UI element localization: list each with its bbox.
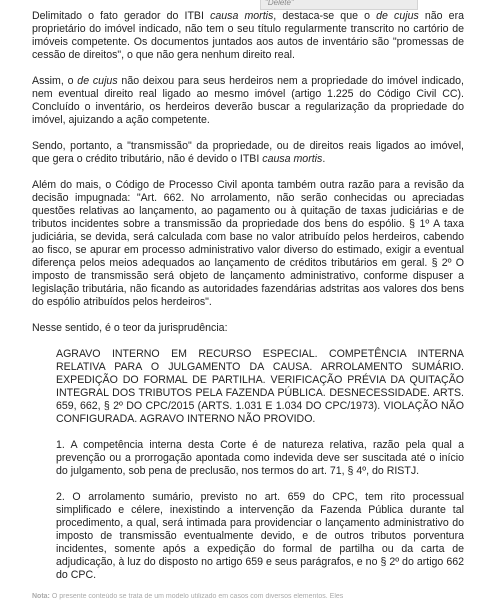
jurisprudence-item-2: 2. O arrolamento sumário, previsto no art. 659 do CPC, tem rito processual simplificado e célere, inexistindo a intervenção da Fazenda Pública durante tal procedimento, a qual, será intimada para providenciar o lançamento administrativo do imposto de transmissão eventualmente devido, e de outros tributos porventura incidentes, somente após a expedição do formal de partilha ou da carta de adjudicação, à luz do disposto no artigo 659 e seus parágrafos, e no § 2º do artigo 662 do CPC. (56, 491, 464, 581)
paragraph-4: Além do mais, o Código de Processo Civil aponta também outra razão para a revisão da decisão impugnada: "Art. 662. No arrolamento, não serão conhecidas ou apreciadas questões relativas ao lançamento, ao pagamento ou à quitação de taxas judiciárias e de tributos incidentes sobre a transmissão da propriedade dos bens do espólio. § 1º A taxa judiciária, se devida, será calculada com base no valor atribuído pelos herdeiros, cabendo ao fisco, se apurar em processo administrativo valor diverso do estimado, exigir a eventual diferença pelos meios adequados ao lançamento de créditos tributários em geral. § 2º O imposto de transmissão será objeto de lançamento administrativo, conforme dispuser a legislação tributária, não ficando as autoridades fazendárias adstritas aos valores dos bens do espólio atribuídos pelos herdeiros". (32, 179, 464, 308)
delete-tab-label: "Delete" (265, 0, 294, 7)
p2-text-c: não deixou para seus herdeiros nem a propriedade do imóvel indicado, nem eventual direito real ligado ao mesmo imóvel (artigo 1.225 do Código Civil CC). Concluído o inventário, os herdeiros deverão buscar a regularização da propriedade do imóvel, ajuizando a ação competente. (32, 75, 464, 126)
footer-note-text: O presente conteúdo se trata de um modelo utilizado em casos com diversos elementos. Eles (51, 593, 344, 600)
paragraph-1 (32, 10, 464, 62)
p3-text-c: . (322, 153, 326, 165)
footer-note-label: Nota: (32, 593, 50, 600)
jurisprudence-item-1: 1. A competência interna desta Corte é de natureza relativa, razão pela qual a prevenção ou a prorrogação apontada como indevida deve ser suscitada até o início do julgamento, sob pena de preclusão, nos termos do art. 71, § 4º, do RISTJ. (56, 439, 464, 477)
p2-text-a: Assim, o (32, 75, 78, 87)
paragraph-3 (32, 140, 464, 166)
p2-italic-de-cujus: de cujus (77, 75, 118, 87)
p1-italic-de-cujus: de cujus (376, 10, 419, 22)
p1-text-c: , destaca-se que o (273, 10, 377, 22)
delete-tab[interactable] (260, 0, 418, 10)
p1-text-a: Delimitado o fato gerador do ITBI (32, 10, 211, 22)
footer-note (32, 593, 472, 600)
paragraph-5: Nesse sentido, é o teor da jurisprudência: (32, 322, 228, 334)
p3-italic-causa-mortis: causa mortis (262, 153, 323, 165)
p1-italic-causa-mortis: causa mortis (210, 10, 274, 22)
p1-text-e: não era proprietário do imóvel indicado, não tem o seu título regularmente transcrito no cartório de imóveis competente. Os documentos juntados aos autos de inventário são "promessas de cessão de direitos", o que não gera nenhum direito real. (32, 10, 464, 61)
jurisprudence-ementa: AGRAVO INTERNO EM RECURSO ESPECIAL. COMPETÊNCIA INTERNA RELATIVA PARA O JULGAMENTO DA CAUSA. ARROLAMENTO SUMÁRIO. EXPEDIÇÃO DO FORMAL DE PARTILHA. VERIFICAÇÃO PRÉVIA DA QUITAÇÃO INTEGRAL DOS TRIBUTOS PELA FAZENDA PÚBLICA. DESNECESSIDADE. ARTS. 659, 662, § 2º DO CPC/2015 (ARTS. 1.031 E 1.034 DO CPC/1973). VIOLAÇÃO NÃO CONFIGURADA. AGRAVO INTERNO NÃO PROVIDO. (56, 348, 464, 425)
document-body (32, 10, 464, 595)
paragraph-2 (32, 75, 464, 127)
p3-text-a: Sendo, portanto, a "transmissão" da propriedade, ou de direitos reais ligados ao imóvel, que gera o crédito tributário, não é devido o ITBI (32, 140, 464, 165)
